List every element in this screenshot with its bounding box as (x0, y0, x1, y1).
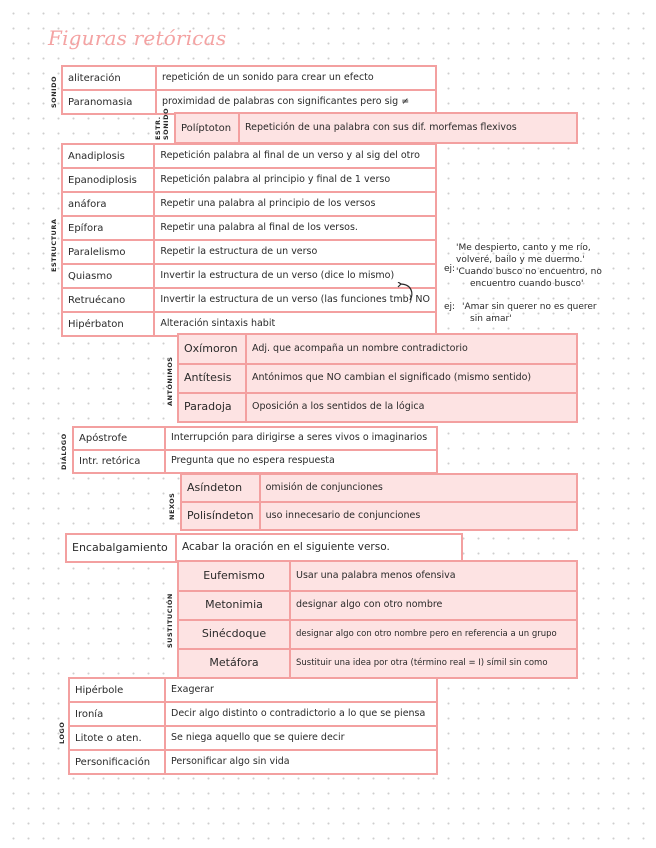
def-polisindeton: uso innecesario de conjunciones (260, 502, 577, 530)
table-row (62, 66, 436, 90)
table-row (73, 450, 437, 473)
table-row (62, 264, 436, 288)
table-sustitucion (177, 560, 578, 679)
term-poliptoton: Políptoton (175, 113, 239, 143)
term-litote: Litote o aten. (69, 726, 165, 750)
def-asindeton: omisión de conjunciones (260, 474, 577, 502)
term-encabalgamiento: Encabalgamiento (66, 534, 176, 562)
group-label-antonimos: ANTÓNIMOS (166, 356, 174, 406)
group-label-sustitucion: SUSTITUCIÓN (166, 593, 174, 648)
group-label-dialogo: DIÁLOGO (60, 433, 68, 470)
table-row (62, 288, 436, 312)
term-apostrofe: Apóstrofe (73, 427, 165, 450)
group-label-logica: LOGO (58, 721, 66, 744)
note-line: 'Amar sin querer no es querer (462, 302, 597, 312)
def-hiperbaton: Alteración sintaxis habit (154, 312, 436, 336)
term-metonimia: Metonimia (178, 591, 290, 620)
def-ironia: Decir algo distinto o contradictorio a lo que se piensa (165, 702, 437, 726)
def-anadiplosis: Repetición palabra al final de un verso y al sig del otro (154, 144, 436, 168)
table-row (62, 144, 436, 168)
table-row (69, 678, 437, 702)
def-personificacion: Personificar algo sin vida (165, 750, 437, 774)
note-line: 'Cuando busco no encuentro, no (456, 267, 602, 277)
def-quiasmo: Invertir la estructura de un verso (dice lo mismo) (154, 264, 436, 288)
table-antonimos (177, 333, 578, 423)
term-epifora: Epífora (62, 216, 154, 240)
page-title: Figuras retóricas (48, 26, 227, 50)
table-encabalgamiento (65, 533, 463, 563)
table-dialogo (72, 426, 438, 474)
def-antitesis: Antónimos que NO cambian el significado (mismo sentido) (246, 364, 577, 393)
term-epanodiplosis: Epanodiplosis (62, 168, 154, 192)
table-row (69, 726, 437, 750)
note-line: sin amar' (470, 314, 512, 324)
table-row (178, 364, 577, 393)
term-aliteracion: aliteración (62, 66, 156, 90)
def-encabalgamiento: Acabar la oración en el siguiente verso. (176, 534, 462, 562)
term-anafora: anáfora (62, 192, 154, 216)
term-retruecano: Retruécano (62, 288, 154, 312)
term-antitesis: Antítesis (178, 364, 246, 393)
table-row (69, 702, 437, 726)
table-sonido (61, 65, 437, 115)
def-epifora: Repetir una palabra al final de los versos. (154, 216, 436, 240)
group-label-estructura: ESTRUCTURA (50, 218, 58, 272)
def-interrogacion-retorica: Pregunta que no espera respuesta (165, 450, 437, 473)
table-row (181, 474, 577, 502)
table-estructura (61, 143, 437, 337)
table-row (69, 750, 437, 774)
def-apostrofe: Interrupción para dirigirse a seres vivos o imaginarios (165, 427, 437, 450)
note-quiasmo (456, 242, 602, 290)
term-personificacion: Personificación (69, 750, 165, 774)
note-line: 'Me despierto, canto y me río, (456, 243, 591, 253)
term-ironia: Ironía (69, 702, 165, 726)
table-row (178, 393, 577, 422)
def-metafora: Sustituir una idea por otra (término real = I) símil sin como (290, 649, 577, 678)
table-nexos (180, 473, 578, 531)
def-retruecano: Invertir la estructura de un verso (las funciones tmb) NO (154, 288, 436, 312)
term-paranomasia: Paranomasia (62, 90, 156, 114)
table-row (175, 113, 577, 143)
def-paradoja: Oposición a los sentidos de la lógica (246, 393, 577, 422)
term-hiperbole: Hipérbole (69, 678, 165, 702)
def-poliptoton: Repetición de una palabra con sus dif. morfemas flexivos (239, 113, 577, 143)
table-row (62, 90, 436, 114)
table-row (66, 534, 462, 562)
note-retruecano-prefix: ej: (444, 302, 456, 312)
term-interrogacion-retorica: Intr. retórica (73, 450, 165, 473)
def-epanodiplosis: Repetición palabra al principio y final de 1 verso (154, 168, 436, 192)
term-metafora: Metáfora (178, 649, 290, 678)
table-row (62, 192, 436, 216)
def-paralelismo: Repetir la estructura de un verso (154, 240, 436, 264)
table-row (181, 502, 577, 530)
table-row (178, 620, 577, 649)
term-polisindeton: Polisíndeton (181, 502, 260, 530)
table-logica (68, 677, 438, 775)
term-quiasmo: Quiasmo (62, 264, 154, 288)
def-hiperbole: Exagerar (165, 678, 437, 702)
term-paradoja: Paradoja (178, 393, 246, 422)
def-oximoron: Adj. que acompaña un nombre contradictorio (246, 334, 577, 364)
term-hiperbaton: Hipérbaton (62, 312, 154, 336)
term-oximoron: Oxímoron (178, 334, 246, 364)
group-label-nexos: NEXOS (168, 492, 176, 520)
def-metonimia: designar algo con otro nombre (290, 591, 577, 620)
note-quiasmo-prefix: ej: (444, 264, 456, 274)
def-aliteracion: repetición de un sonido para crear un efecto (156, 66, 436, 90)
term-asindeton: Asíndeton (181, 474, 260, 502)
def-eufemismo: Usar una palabra menos ofensiva (290, 561, 577, 591)
table-row (62, 168, 436, 192)
table-row (62, 216, 436, 240)
group-label-estr-sonido: ESTR. SONIDO (154, 108, 170, 140)
table-row (73, 427, 437, 450)
term-sinecdoque: Sinécdoque (178, 620, 290, 649)
def-anafora: Repetir una palabra al principio de los versos (154, 192, 436, 216)
def-sinecdoque: designar algo con otro nombre pero en referencia a un grupo (290, 620, 577, 649)
table-row (178, 649, 577, 678)
group-label-sonido: SONIDO (50, 76, 58, 108)
table-row (178, 561, 577, 591)
table-row (62, 240, 436, 264)
curved-arrow-icon (396, 282, 420, 304)
table-row (178, 591, 577, 620)
table-row (178, 334, 577, 364)
def-paranomasia: proximidad de palabras con significantes pero sig ≠ (156, 90, 436, 114)
note-line: encuentro cuando busco' (470, 279, 584, 289)
note-retruecano (462, 301, 597, 325)
term-anadiplosis: Anadiplosis (62, 144, 154, 168)
term-eufemismo: Eufemismo (178, 561, 290, 591)
term-paralelismo: Paralelismo (62, 240, 154, 264)
note-line: volveré, bailo y me duermo.' (456, 255, 585, 265)
def-litote: Se niega aquello que se quiere decir (165, 726, 437, 750)
table-estr-sonido (174, 112, 578, 144)
